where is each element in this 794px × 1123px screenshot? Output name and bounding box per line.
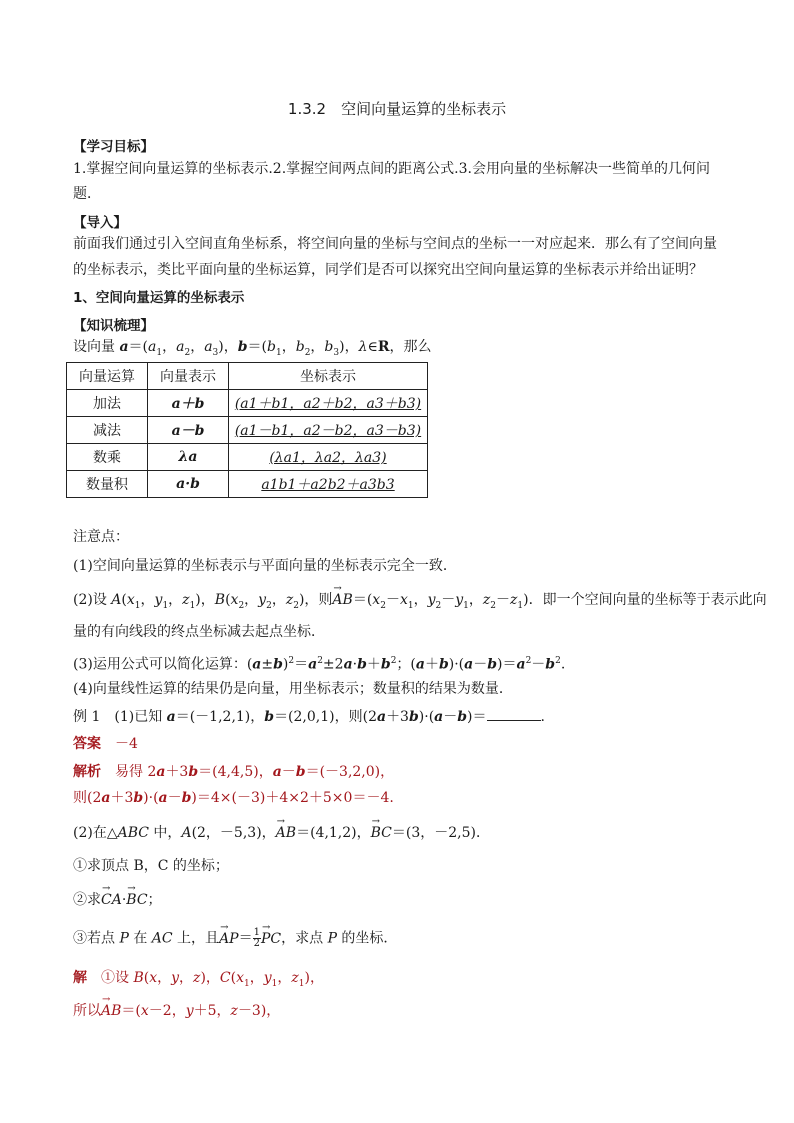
table-header-cell: 向量运算: [67, 363, 148, 390]
table-cell: a＋b: [148, 390, 229, 417]
note-2-tail: 即一个空间向量的坐标等于表示此向: [542, 592, 767, 608]
table-row: [67, 444, 428, 471]
table-cell: (λa1，λa2，λa3): [229, 444, 428, 471]
example-1-part-2: (2)在△ABC 中，A(2，－5,3)，→ AB＝(4,1,2)，→ BC＝(3，－2,5)．: [73, 823, 490, 843]
example-1-question: 例 1 (1)已知 a＝(－1,2,1)，b＝(2,0,1)，则(2a＋3b)·(a－b)＝ .: [73, 706, 545, 727]
table-header-row: [67, 363, 428, 390]
knowledge-header: 【知识梳理】: [73, 318, 154, 334]
goal-text-line-1: 1.掌握空间向量运算的坐标表示.2.掌握空间两点间的距离公式.3.会用向量的坐标解决一些简单的几何问: [73, 161, 710, 177]
table-cell: 减法: [67, 417, 148, 444]
goal-header: 【学习目标】: [73, 139, 154, 155]
table-cell: 数量积: [67, 471, 148, 498]
analysis-label: 解析: [73, 764, 101, 780]
table-cell: 加法: [67, 390, 148, 417]
note-2: (2)设 $A(x_1$，$y_1$，$z_1$)，$B(x_2$，$y_2$，$z_2$)，则→ $AB=(x_2-x_1$，$y_2-y_1$，$z_2-z_1$)．即一个空间向量的坐标等于表示此向: [73, 590, 767, 616]
table-cell: 数乘: [67, 444, 148, 471]
part-2-question-2: ②求→ CA·→ BC；: [73, 890, 162, 910]
table-header-cell: 向量表示: [148, 363, 229, 390]
answer-line: [73, 734, 138, 754]
table-cell: (a1－b1，a2－b2，a3－b3): [229, 417, 428, 444]
answer-blank: [487, 706, 541, 721]
table-cell: λa: [148, 444, 229, 471]
table-cell: a－b: [148, 417, 229, 444]
table-cell: a1b1＋a2b2＋a3b3: [229, 471, 428, 498]
intro-text-line-1: 前面我们通过引入空间直角坐标系，将空间向量的坐标与空间点的坐标一一对应起来．那么有了空间向量: [73, 236, 717, 252]
subsection-title: 1、空间向量运算的坐标表示: [73, 290, 245, 306]
table-cell: a·b: [148, 471, 229, 498]
solution-label: 解: [73, 970, 87, 986]
table-row: [67, 390, 428, 417]
analysis-line-2: 则(2a＋3b)·(a－b)＝4×(－3)＋4×2＋5×0＝－4.: [73, 790, 394, 806]
note-3: (3)运用公式可以简化运算：$(a\pm b)^2=a^2\pm 2a\cdot b+b^2$；$(a+b)\cdot(a-b)=a^2-b^2$.: [73, 656, 566, 673]
note-4: (4)向量线性运算的结果仍是向量，用坐标表示；数量积的结果为数量．: [73, 681, 513, 697]
notes-header: 注意点：: [73, 529, 129, 545]
note-1: (1)空间向量运算的坐标表示与平面向量的坐标表示完全一致．: [73, 558, 457, 574]
fraction-one-half: $\frac{1}{2}$: [253, 927, 260, 949]
intro-text-line-2: 的坐标表示，类比平面向量的坐标运算，同学们是否可以探究出空间向量运算的坐标表示并给出证明？: [73, 262, 703, 278]
note-2-line-2: 量的有向线段的终点坐标减去起点坐标．: [73, 624, 325, 640]
table-row: [67, 417, 428, 444]
answer-value: －4: [115, 736, 138, 752]
intro-header: 【导入】: [73, 215, 127, 231]
table-row: [67, 471, 428, 498]
vector-definition: 设向量 $a=(a_1$，$a_2$，$a_3$)，$b=(b_1$，$b_2$，$b_3$)，λ∈R，那么: [73, 339, 432, 358]
table-header-cell: 坐标表示: [229, 363, 428, 390]
answer-label: 答案: [73, 736, 101, 752]
table-cell: (a1＋b1，a2＋b2，a3＋b3): [229, 390, 428, 417]
goal-text-line-2: 题．: [73, 186, 101, 202]
part-2-question-1: ①求顶点 B，C 的坐标；: [73, 858, 229, 874]
part-2-question-3: ③若点 P 在 AC 上，且→ AP＝ $\frac{1}{2}$ → PC，求点 P 的坐标．: [73, 928, 397, 949]
solution-line-2: 所以→ AB＝(x－2，y＋5，z－3)，: [73, 1001, 280, 1021]
page-title: 1.3.2 空间向量运算的坐标表示: [287, 100, 507, 118]
coordinate-table: [66, 362, 428, 498]
solution-line-1: 解 ①设 B(x，y，z)，$C(x_1$，$y_1$，$z_1$)，: [73, 970, 324, 989]
analysis-line-1: 解析 易得 2a＋3b＝(4,4,5)，a－b＝(－3,2,0)，: [73, 764, 395, 780]
